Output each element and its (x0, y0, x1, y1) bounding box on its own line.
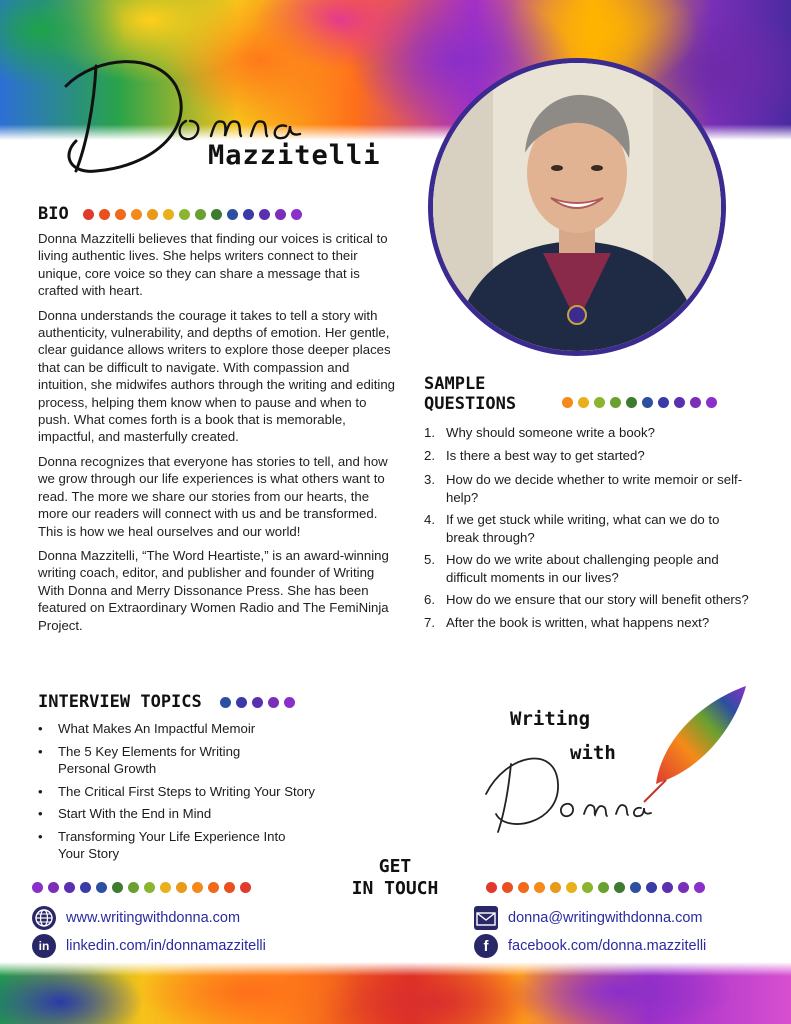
dot (658, 397, 669, 408)
bio-paragraph: Donna Mazzitelli, “The Word Heartiste,” is an award-winning writing coach, editor, and publisher and founder of Writing With Donna and Merry Dissonance Press. She has been featured on Extraordinary Women Radio and The FemiNinja Project. (38, 547, 389, 633)
topic-item (38, 743, 368, 778)
question-number: 6. (424, 592, 435, 607)
get-in-touch-dots-right (486, 882, 705, 893)
bullet: • (38, 806, 43, 821)
dot (83, 209, 94, 220)
dot (192, 882, 203, 893)
topic-text: Start With the End in Mind (58, 806, 212, 821)
sample-questions-heading (424, 374, 516, 414)
bio-paragraph: Donna recognizes that everyone has stories to tell, and how we grow through our life experiences is what others want to read. The more we share our stories from our hearts, the more our readers will connect with us and be transformed. This is how we heal ourselves and our world! (38, 453, 388, 539)
dot (610, 397, 621, 408)
bio-paragraph: Donna Mazzitelli believes that finding our voices is critical to living authentic lives. She helps writers connect to their unique, core voice so they can share a message that is crafted with heart. (38, 231, 388, 299)
question-text: How do we write about challenging people and difficult moments in our lives? (446, 552, 719, 585)
website-link[interactable]: www.writingwithdonna.com (66, 910, 241, 926)
interview-topics-dots (220, 697, 295, 708)
dot (240, 882, 251, 893)
dot (291, 209, 302, 220)
dot (690, 397, 701, 408)
dot (48, 882, 59, 893)
sample-questions-list (424, 424, 754, 636)
globe-icon (32, 906, 56, 930)
portrait-illustration (433, 63, 721, 351)
dot (176, 882, 187, 893)
dot (259, 209, 270, 220)
linkedin-link[interactable]: linkedin.com/in/donnamazzitelli (66, 938, 266, 954)
dot (144, 882, 155, 893)
bio-paragraph: Donna understands the courage it takes to tell a story with authenticity, vulnerability, and depths of emotion. Her gentle, clear guidance allows writers to explore those deeper places that can be difficult to navigate. With compassion and intuition, she midwifes authors through the writing and editing process, helping them know when to pause and when to push. What comes forth is a book that is memorable, impactful, and masterfully created. (38, 307, 396, 445)
interview-topics-list (38, 720, 368, 868)
question-number: 3. (424, 472, 435, 487)
interview-topics-heading-row (38, 692, 295, 712)
dot (678, 882, 689, 893)
question-text: Why should someone write a book? (446, 425, 655, 440)
dot (211, 209, 222, 220)
topic-item (38, 783, 368, 801)
question-text: How do we ensure that our story will benefit others? (446, 592, 749, 607)
sample-questions-heading-line2: QUESTIONS (424, 394, 517, 414)
question-text: After the book is written, what happens next? (446, 614, 710, 630)
question-number: 7. (424, 614, 435, 630)
topic-item (38, 805, 368, 823)
portrait-photo (428, 58, 726, 356)
bullet: • (38, 828, 43, 844)
dot (131, 209, 142, 220)
dot (115, 209, 126, 220)
email-contact[interactable] (474, 906, 702, 930)
dot (236, 697, 247, 708)
get-in-touch-heading (300, 856, 490, 900)
dot (594, 397, 605, 408)
dot (502, 882, 513, 893)
bio-heading-row (38, 204, 302, 224)
question-item (424, 471, 754, 506)
dot (275, 209, 286, 220)
topic-text: What Makes An Impactful Memoir (58, 721, 256, 736)
dot (630, 882, 641, 893)
question-number: 2. (424, 447, 435, 463)
dot (674, 397, 685, 408)
get-in-touch-line1: GET (378, 856, 412, 877)
website-contact[interactable] (32, 906, 240, 930)
dot (268, 697, 279, 708)
dot (208, 882, 219, 893)
topic-text: Transforming Your Life Experience Into Your Story (58, 828, 286, 861)
dot (578, 397, 589, 408)
dot (550, 882, 561, 893)
bio-heading: BIO (38, 204, 69, 224)
question-item (424, 614, 754, 632)
envelope-icon (474, 906, 498, 930)
question-number: 5. (424, 552, 435, 567)
dot (486, 882, 497, 893)
facebook-contact[interactable] (474, 934, 706, 958)
dot (626, 397, 637, 408)
dot (642, 397, 653, 408)
dot (64, 882, 75, 893)
facebook-link[interactable]: facebook.com/donna.mazzitelli (508, 938, 707, 954)
dot (706, 397, 717, 408)
topic-text: The 5 Key Elements for Writing Personal Growth (58, 743, 241, 776)
dot (160, 882, 171, 893)
dot (96, 882, 107, 893)
surname-title: Mazzitelli (208, 140, 381, 171)
dot (128, 882, 139, 893)
dot (534, 882, 545, 893)
bottom-watercolor-banner (0, 962, 791, 1024)
dot (112, 882, 123, 893)
dot (518, 882, 529, 893)
linkedin-contact[interactable] (32, 934, 266, 958)
bullet: • (38, 721, 43, 736)
question-item (424, 511, 754, 546)
dot (646, 882, 657, 893)
topic-text: The Critical First Steps to Writing Your Story (58, 783, 316, 799)
sample-questions-dots (562, 397, 717, 408)
dot (195, 209, 206, 220)
dot (562, 397, 573, 408)
dot (99, 209, 110, 220)
dot (243, 209, 254, 220)
dot (179, 209, 190, 220)
facebook-icon: f (474, 934, 498, 958)
topic-item (38, 720, 368, 738)
question-text: If we get stuck while writing, what can we do to break through? (446, 512, 720, 545)
question-number: 1. (424, 425, 435, 440)
logo-line2: with (570, 742, 616, 764)
dot (163, 209, 174, 220)
linkedin-icon: in (32, 934, 56, 958)
dot (227, 209, 238, 220)
question-item (424, 591, 754, 609)
question-item (424, 551, 754, 586)
dot (80, 882, 91, 893)
dot (598, 882, 609, 893)
dot (147, 209, 158, 220)
interview-topics-heading: INTERVIEW TOPICS (38, 692, 202, 712)
email-link[interactable]: donna@writingwithdonna.com (508, 910, 703, 926)
dot (566, 882, 577, 893)
bullet: • (38, 743, 43, 759)
feather-icon (656, 686, 746, 784)
dot (614, 882, 625, 893)
dot (662, 882, 673, 893)
question-text: Is there a best way to get started? (446, 447, 645, 463)
get-in-touch-dots-left (32, 882, 251, 893)
question-number: 4. (424, 512, 435, 527)
bullet: • (38, 783, 43, 799)
sample-questions-heading-line1: SAMPLE (424, 374, 486, 394)
logo-line1: Writing (510, 708, 591, 730)
dot (694, 882, 705, 893)
bio-dots (83, 209, 302, 220)
bio-text (38, 230, 396, 641)
dot (220, 697, 231, 708)
dot (224, 882, 235, 893)
question-item (424, 424, 754, 442)
dot (252, 697, 263, 708)
dot (582, 882, 593, 893)
question-text: How do we decide whether to write memoir or self-help? (446, 472, 743, 505)
get-in-touch-line2: IN TOUCH (351, 878, 439, 899)
question-item (424, 447, 754, 465)
dot (284, 697, 295, 708)
dot (32, 882, 43, 893)
